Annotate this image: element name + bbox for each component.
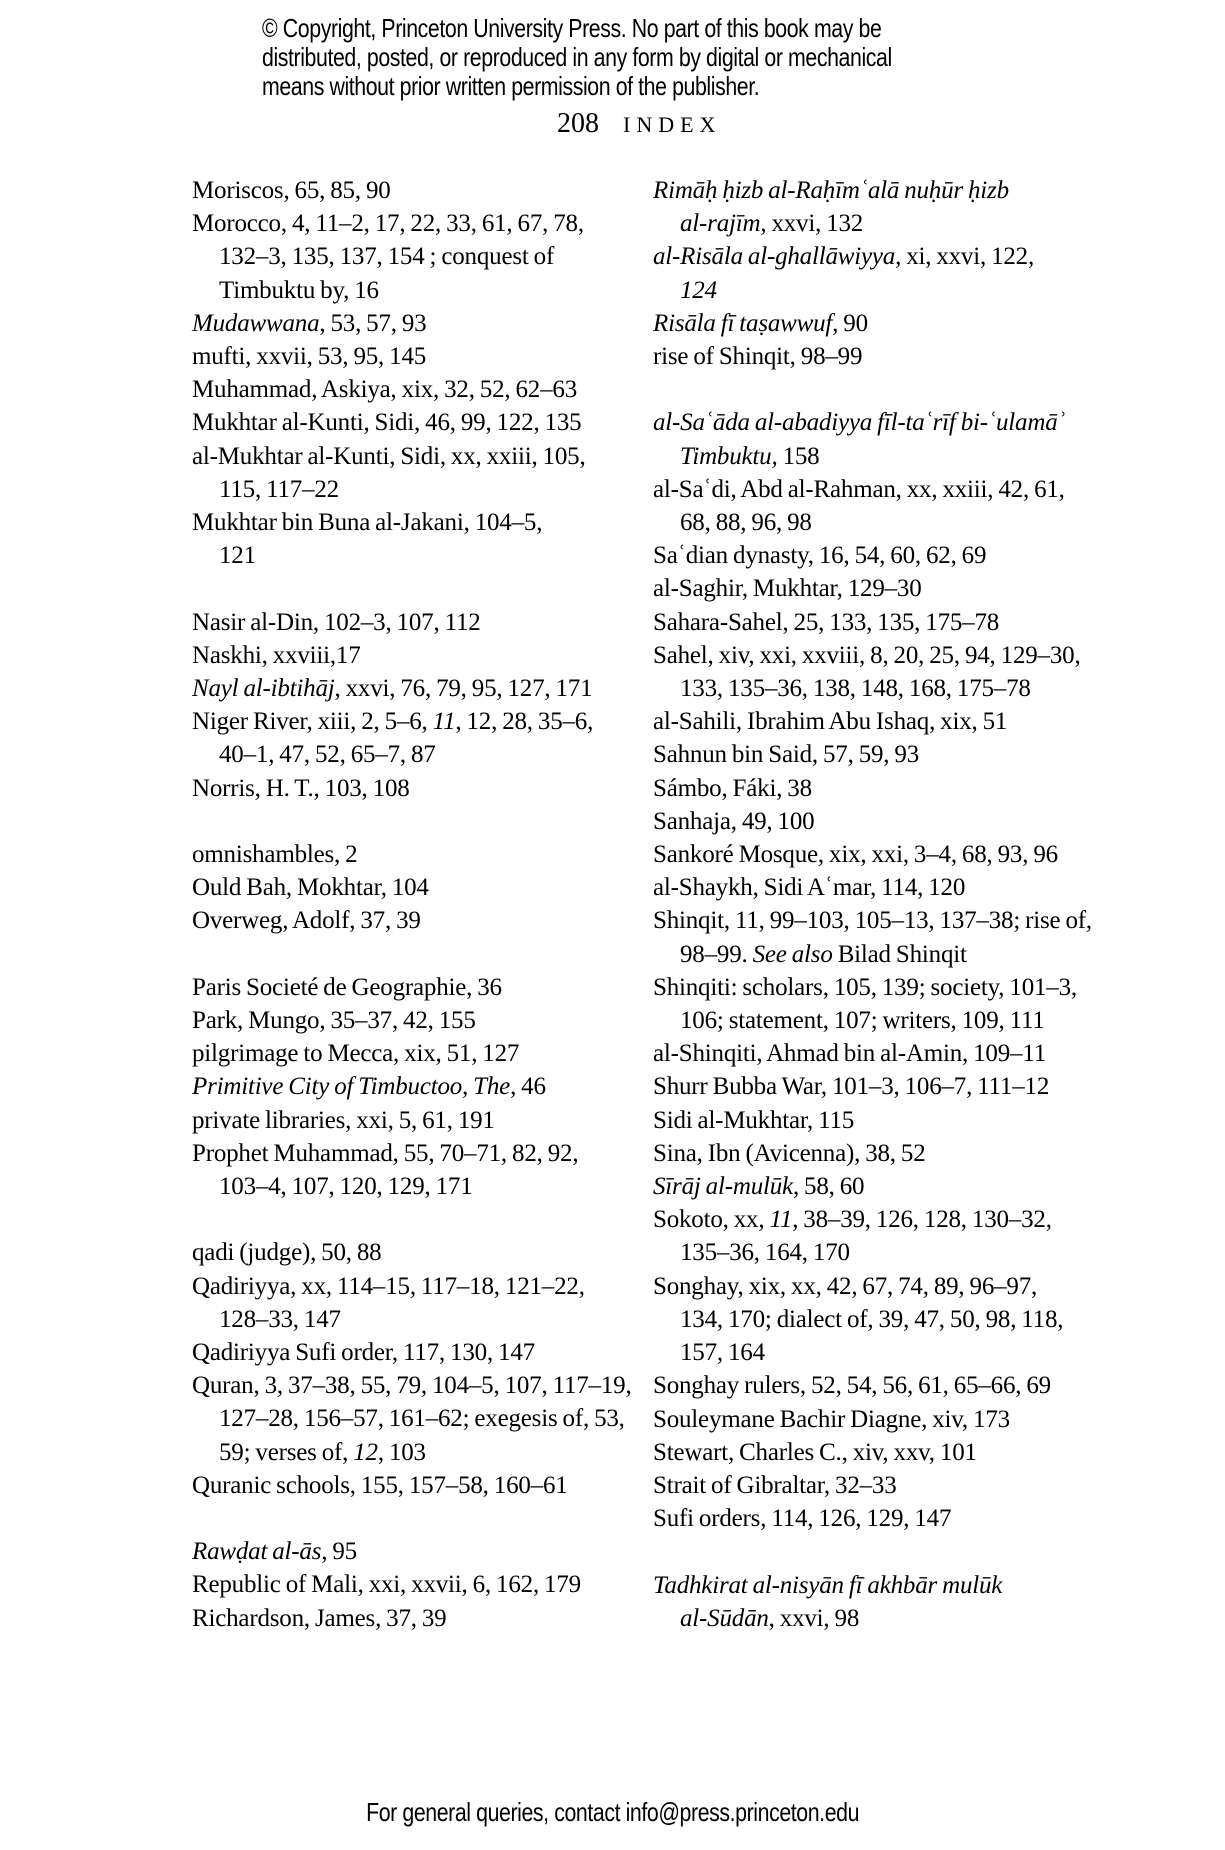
index-text-italic: Timbuktu, bbox=[680, 442, 778, 470]
index-entry-line bbox=[653, 207, 1123, 240]
index-text-italic: 12 bbox=[353, 1438, 378, 1466]
index-entry bbox=[192, 307, 662, 340]
index-text: 115, 117–22 bbox=[219, 475, 339, 503]
index-text: omnishambles, 2 bbox=[192, 841, 358, 869]
index-text: qadi (judge), 50, 88 bbox=[192, 1239, 382, 1267]
index-entry bbox=[653, 705, 1123, 738]
index-text-italic: al-Sūdān bbox=[680, 1604, 769, 1632]
index-text-italic: Risāla fī taṣawwuf, bbox=[653, 309, 839, 337]
index-entry-line bbox=[653, 705, 1123, 738]
index-text: Sina, Ibn (Avicenna), 38, 52 bbox=[653, 1139, 926, 1167]
index-entry-line bbox=[653, 1303, 1123, 1336]
index-entry-line bbox=[192, 506, 662, 539]
index-entry bbox=[653, 340, 1123, 373]
running-head bbox=[557, 108, 721, 140]
index-entry bbox=[192, 838, 662, 871]
index-entry bbox=[653, 1137, 1123, 1170]
index-text: Sámbo, Fáki, 38 bbox=[653, 774, 812, 802]
index-text-italic: 124 bbox=[680, 276, 717, 304]
index-entry-line bbox=[653, 1170, 1123, 1203]
index-text: 157, 164 bbox=[680, 1339, 765, 1367]
index-entry-line bbox=[192, 1270, 662, 1303]
index-entry bbox=[192, 1270, 662, 1336]
index-text: rise of Shinqit, 98–99 bbox=[653, 343, 863, 371]
index-entry-line bbox=[192, 274, 662, 307]
index-text-italic: Tadhkirat al-nisyān fī akhbār mulūk bbox=[653, 1571, 1003, 1599]
index-text: , 95 bbox=[321, 1538, 357, 1566]
index-entry-line bbox=[653, 1369, 1123, 1402]
index-entry bbox=[192, 705, 662, 771]
index-entry-line bbox=[192, 1104, 662, 1137]
index-text: Richardson, James, 37, 39 bbox=[192, 1604, 447, 1632]
index-entry bbox=[192, 373, 662, 406]
index-text: 98–99. bbox=[680, 940, 753, 968]
index-entry-line bbox=[653, 672, 1123, 705]
index-entry-line bbox=[192, 1037, 662, 1070]
index-entry-line bbox=[653, 938, 1123, 971]
index-entry bbox=[192, 1037, 662, 1070]
index-entry bbox=[192, 440, 662, 506]
index-entry-line bbox=[192, 440, 662, 473]
index-entry bbox=[653, 240, 1123, 306]
index-text: Strait of Gibraltar, 32–33 bbox=[653, 1471, 897, 1499]
index-text: , 53, 57, 93 bbox=[319, 309, 427, 337]
index-text: Qadiriyya Sufi order, 117, 130, 147 bbox=[192, 1339, 535, 1367]
index-text: Shinqiti: scholars, 105, 139; society, 101–3, bbox=[653, 973, 1077, 1001]
index-entry-line bbox=[653, 539, 1123, 572]
index-text: pilgrimage to Mecca, xix, 51, 127 bbox=[192, 1040, 520, 1068]
index-text: Qadiriyya, xx, 114–15, 117–18, 121–22, bbox=[192, 1272, 585, 1300]
index-text: Shinqit, 11, 99–103, 105–13, 137–38; rise of, bbox=[653, 907, 1092, 935]
index-entry-line bbox=[192, 1568, 662, 1601]
index-entry-line bbox=[192, 971, 662, 1004]
index-entry bbox=[192, 1469, 662, 1502]
index-text-italic: al-rajīm, bbox=[680, 210, 767, 238]
index-text: , 46 bbox=[510, 1073, 546, 1101]
index-entry bbox=[653, 1369, 1123, 1402]
index-text: al-Shinqiti, Ahmad bin al-Amin, 109–11 bbox=[653, 1040, 1047, 1068]
index-entry bbox=[192, 1568, 662, 1601]
index-text: , 103 bbox=[377, 1438, 426, 1466]
index-entry bbox=[653, 1203, 1123, 1269]
running-head-title: INDEX bbox=[623, 112, 722, 137]
index-entry-line bbox=[653, 174, 1123, 207]
index-text-italic: al-Risāla al-ghallāwiyya, bbox=[653, 243, 902, 271]
index-column-left bbox=[192, 174, 662, 1635]
index-entry bbox=[192, 639, 662, 672]
index-entry-line bbox=[653, 406, 1123, 439]
index-entry bbox=[653, 307, 1123, 340]
index-entry-line bbox=[653, 1137, 1123, 1170]
index-text: Sahnun bin Said, 57, 59, 93 bbox=[653, 741, 919, 769]
index-text: Sahel, xiv, xxi, xxviii, 8, 20, 25, 94, 129–30, bbox=[653, 641, 1081, 669]
index-entry-line bbox=[653, 506, 1123, 539]
index-text-italic: Nayl al-ibtihāj bbox=[192, 675, 335, 703]
index-text: 103–4, 107, 120, 129, 171 bbox=[219, 1173, 473, 1201]
index-text: 90 bbox=[838, 309, 868, 337]
index-entry-line bbox=[192, 1436, 662, 1469]
index-text: Quranic schools, 155, 157–58, 160–61 bbox=[192, 1471, 568, 1499]
index-entry-line bbox=[192, 738, 662, 771]
index-text: 135–36, 164, 170 bbox=[680, 1239, 850, 1267]
index-text-italic: Sīrāj al-mulūk bbox=[653, 1173, 793, 1201]
index-text: Songhay rulers, 52, 54, 56, 61, 65–66, 69 bbox=[653, 1372, 1051, 1400]
index-text: Sankoré Mosque, xix, xxi, 3–4, 68, 93, 96 bbox=[653, 841, 1058, 869]
index-text: 133, 135–36, 138, 148, 168, 175–78 bbox=[680, 675, 1031, 703]
index-entry bbox=[192, 904, 662, 937]
index-text: 59; verses of, bbox=[219, 1438, 354, 1466]
index-entry bbox=[653, 174, 1123, 240]
index-entry bbox=[192, 1004, 662, 1037]
index-entry-line bbox=[653, 1403, 1123, 1436]
index-text: Niger River, xiii, 2, 5–6, bbox=[192, 708, 433, 736]
index-entry-line bbox=[192, 1602, 662, 1635]
index-text: Sidi al-Mukhtar, 115 bbox=[653, 1106, 855, 1134]
index-entry-line bbox=[653, 606, 1123, 639]
index-text-italic: al-Saʿāda al-abadiyya fīl-taʿrīf bi-ʿulamāʾ bbox=[653, 409, 1066, 437]
index-entry bbox=[653, 1270, 1123, 1370]
index-text: al-Saʿdi, Abd al-Rahman, xx, xxiii, 42, 61, bbox=[653, 475, 1065, 503]
index-entry-line bbox=[192, 406, 662, 439]
index-entry bbox=[653, 1037, 1123, 1070]
copyright-line: distributed, posted, or reproduced in any form by digital or mechanical bbox=[262, 42, 892, 72]
index-entry bbox=[653, 572, 1123, 605]
index-entry-line bbox=[192, 307, 662, 340]
index-text: al-Sahili, Ibrahim Abu Ishaq, xix, 51 bbox=[653, 708, 1008, 736]
index-text: 121 bbox=[219, 542, 256, 570]
index-text: Timbuktu by, 16 bbox=[219, 276, 379, 304]
index-entry-line bbox=[192, 1336, 662, 1369]
index-entry-line bbox=[192, 1303, 662, 1336]
index-entry-line bbox=[192, 1170, 662, 1203]
index-text: Mukhtar al-Kunti, Sidi, 46, 99, 122, 135 bbox=[192, 409, 582, 437]
index-text: Sokoto, xx, bbox=[653, 1206, 770, 1234]
index-text: Shurr Bubba War, 101–3, 106–7, 111–12 bbox=[653, 1073, 1050, 1101]
index-entry bbox=[192, 340, 662, 373]
index-entry-line bbox=[192, 1004, 662, 1037]
index-text: 127–28, 156–57, 161–62; exegesis of, 53, bbox=[219, 1405, 625, 1433]
index-text: Saʿdian dynasty, 16, 54, 60, 62, 69 bbox=[653, 542, 987, 570]
index-entry-line bbox=[192, 672, 662, 705]
index-entry-line bbox=[653, 572, 1123, 605]
index-text: mufti, xxvii, 53, 95, 145 bbox=[192, 343, 427, 371]
index-text: al-Saghir, Mukhtar, 129–30 bbox=[653, 575, 922, 603]
index-entry bbox=[653, 871, 1123, 904]
index-text: Overweg, Adolf, 37, 39 bbox=[192, 907, 421, 935]
index-entry bbox=[192, 1336, 662, 1369]
index-text: Sanhaja, 49, 100 bbox=[653, 807, 815, 835]
index-text: , xxvi, 76, 79, 95, 127, 171 bbox=[334, 675, 593, 703]
index-entry-line bbox=[653, 1004, 1123, 1037]
index-entry bbox=[192, 672, 662, 705]
index-text: Mukhtar bin Buna al-Jakani, 104–5, bbox=[192, 509, 543, 537]
index-entry bbox=[192, 174, 662, 207]
index-entry-line bbox=[653, 838, 1123, 871]
index-text-italic: 11 bbox=[432, 708, 456, 736]
index-text: 128–33, 147 bbox=[219, 1305, 341, 1333]
index-entry bbox=[192, 871, 662, 904]
index-text: 40–1, 47, 52, 65–7, 87 bbox=[219, 741, 436, 769]
index-entry-line bbox=[653, 340, 1123, 373]
index-text: 68, 88, 96, 98 bbox=[680, 509, 812, 537]
index-entry-line bbox=[192, 207, 662, 240]
index-text: , 38–39, 126, 128, 130–32, bbox=[792, 1206, 1052, 1234]
index-entry bbox=[653, 606, 1123, 639]
index-text: 158 bbox=[777, 442, 820, 470]
index-entry-line bbox=[192, 606, 662, 639]
index-entry-line bbox=[653, 274, 1123, 307]
footer-contact-text: For general queries, contact info@press.princeton.edu bbox=[366, 1797, 859, 1827]
index-text: Naskhi, xxviii,17 bbox=[192, 641, 361, 669]
index-entry bbox=[653, 772, 1123, 805]
index-text: , xxvi, 98 bbox=[768, 1604, 860, 1632]
index-text: xi, xxvi, 122, bbox=[901, 243, 1035, 271]
index-entry bbox=[192, 1369, 662, 1469]
index-entry bbox=[192, 1070, 662, 1103]
index-entry-line bbox=[653, 1602, 1123, 1635]
index-text: Sufi orders, 114, 126, 129, 147 bbox=[653, 1505, 952, 1533]
index-column-right bbox=[653, 174, 1123, 1635]
index-text: Sahara-Sahel, 25, 133, 135, 175–78 bbox=[653, 608, 1000, 636]
index-text: 134, 170; dialect of, 39, 47, 50, 98, 118, bbox=[680, 1305, 1064, 1333]
index-text: Moriscos, 65, 85, 90 bbox=[192, 177, 391, 204]
index-text: private libraries, xxi, 5, 61, 191 bbox=[192, 1106, 495, 1134]
index-entry bbox=[653, 1403, 1123, 1436]
index-entry bbox=[192, 506, 662, 572]
page-number: 208 bbox=[557, 108, 599, 139]
index-entry-line bbox=[192, 373, 662, 406]
index-text-italic: 11 bbox=[769, 1206, 793, 1234]
index-entry bbox=[653, 639, 1123, 705]
index-entry bbox=[653, 1569, 1123, 1635]
index-text: Songhay, xix, xx, 42, 67, 74, 89, 96–97, bbox=[653, 1272, 1038, 1300]
index-text: Stewart, Charles C., xiv, xxv, 101 bbox=[653, 1438, 977, 1466]
index-entry-line bbox=[653, 971, 1123, 1004]
index-entry bbox=[653, 1436, 1123, 1469]
index-entry bbox=[653, 539, 1123, 572]
index-entry-line bbox=[192, 240, 662, 273]
index-entry bbox=[192, 606, 662, 639]
index-text-italic: Rimāḥ ḥizb al-Raḥīmʿalā nuḥūr ḥizb bbox=[653, 177, 1009, 204]
index-text: , 58, 60 bbox=[792, 1173, 865, 1201]
index-entry-line bbox=[192, 1236, 662, 1269]
index-text: , 12, 28, 35–6, bbox=[455, 708, 594, 736]
index-entry bbox=[653, 805, 1123, 838]
index-text: 132–3, 135, 137, 154 ; conquest of bbox=[219, 243, 555, 271]
index-entry-line bbox=[653, 639, 1123, 672]
copyright-line: © Copyright, Princeton University Press. No part of this book may be bbox=[262, 13, 882, 43]
index-entry bbox=[653, 406, 1123, 472]
index-entry-line bbox=[653, 738, 1123, 771]
index-entry-line bbox=[192, 772, 662, 805]
index-entry-line bbox=[653, 1569, 1123, 1602]
index-entry-line bbox=[192, 174, 662, 207]
index-entry bbox=[192, 406, 662, 439]
index-text-italic: Rawḍat al-ās bbox=[192, 1538, 322, 1566]
index-entry bbox=[653, 1170, 1123, 1203]
index-entry-line bbox=[653, 1203, 1123, 1236]
index-text: Muhammad, Askiya, xix, 32, 52, 62–63 bbox=[192, 376, 578, 404]
index-entry bbox=[653, 1502, 1123, 1535]
index-entry-line bbox=[192, 539, 662, 572]
index-entry bbox=[192, 772, 662, 805]
index-entry bbox=[653, 738, 1123, 771]
index-entry bbox=[192, 971, 662, 1004]
index-entry-line bbox=[192, 1535, 662, 1568]
index-text: 106; statement, 107; writers, 109, 111 bbox=[680, 1007, 1045, 1035]
index-entry-line bbox=[192, 1070, 662, 1103]
index-entry-line bbox=[192, 1137, 662, 1170]
index-entry-line bbox=[192, 1402, 662, 1435]
index-entry-line bbox=[653, 1070, 1123, 1103]
index-text: Republic of Mali, xxi, xxvii, 6, 162, 179 bbox=[192, 1571, 581, 1599]
copyright-notice bbox=[262, 14, 1030, 101]
index-entry-line bbox=[192, 871, 662, 904]
index-text: Bilad Shinqit bbox=[832, 940, 967, 968]
index-text-italic: Mudawwana bbox=[192, 309, 320, 337]
index-entry-line bbox=[653, 307, 1123, 340]
index-entry-line bbox=[192, 705, 662, 738]
index-entry-line bbox=[192, 1369, 662, 1402]
index-entry bbox=[192, 1137, 662, 1203]
index-text: Norris, H. T., 103, 108 bbox=[192, 774, 410, 802]
index-text-italic: See also bbox=[752, 940, 833, 968]
index-entry bbox=[653, 904, 1123, 970]
index-entry bbox=[653, 1469, 1123, 1502]
copyright-line: means without prior written permission of the publisher. bbox=[262, 71, 760, 101]
index-text: Prophet Muhammad, 55, 70–71, 82, 92, bbox=[192, 1139, 579, 1167]
index-text: Paris Societé de Geographie, 36 bbox=[192, 973, 502, 1001]
index-entry-line bbox=[653, 473, 1123, 506]
index-text: Souleymane Bachir Diagne, xiv, 173 bbox=[653, 1405, 1010, 1433]
index-entry bbox=[653, 1104, 1123, 1137]
index-entry-line bbox=[192, 473, 662, 506]
index-entry bbox=[653, 1070, 1123, 1103]
index-entry bbox=[192, 1236, 662, 1269]
index-entry-line bbox=[192, 904, 662, 937]
index-text: Morocco, 4, 11–2, 17, 22, 33, 61, 67, 78, bbox=[192, 210, 584, 238]
index-text: Ould Bah, Mokhtar, 104 bbox=[192, 874, 429, 902]
index-entry-line bbox=[653, 1469, 1123, 1502]
index-text: al-Shaykh, Sidi Aʿmar, 114, 120 bbox=[653, 874, 966, 902]
index-entry-line bbox=[653, 871, 1123, 904]
index-entry bbox=[192, 207, 662, 307]
index-entry bbox=[192, 1104, 662, 1137]
index-entry-line bbox=[653, 772, 1123, 805]
index-text: Quran, 3, 37–38, 55, 79, 104–5, 107, 117–19, bbox=[192, 1372, 632, 1400]
index-entry-line bbox=[653, 1037, 1123, 1070]
index-entry-line bbox=[192, 1469, 662, 1502]
index-text-italic: Primitive City of Timbuctoo, The bbox=[192, 1073, 511, 1101]
index-entry bbox=[653, 473, 1123, 539]
index-text: al-Mukhtar al-Kunti, Sidi, xx, xxiii, 105, bbox=[192, 442, 586, 470]
index-text: xxvi, 132 bbox=[766, 210, 864, 238]
index-entry bbox=[192, 1602, 662, 1635]
index-entry-line bbox=[192, 340, 662, 373]
index-entry-line bbox=[653, 904, 1123, 937]
index-entry-line bbox=[653, 440, 1123, 473]
index-entry-line bbox=[653, 1336, 1123, 1369]
index-text: Nasir al-Din, 102–3, 107, 112 bbox=[192, 608, 481, 636]
index-entry-line bbox=[653, 1270, 1123, 1303]
index-entry bbox=[653, 838, 1123, 871]
index-text: Park, Mungo, 35–37, 42, 155 bbox=[192, 1007, 476, 1035]
index-entry-line bbox=[192, 838, 662, 871]
index-entry bbox=[653, 971, 1123, 1037]
page-footer bbox=[0, 1797, 1225, 1828]
index-entry-line bbox=[653, 240, 1123, 273]
index-entry-line bbox=[653, 1236, 1123, 1269]
index-entry-line bbox=[653, 1436, 1123, 1469]
index-entry-line bbox=[653, 1502, 1123, 1535]
index-entry-line bbox=[192, 639, 662, 672]
index-entry bbox=[192, 1535, 662, 1568]
index-entry-line bbox=[653, 1104, 1123, 1137]
index-entry-line bbox=[653, 805, 1123, 838]
